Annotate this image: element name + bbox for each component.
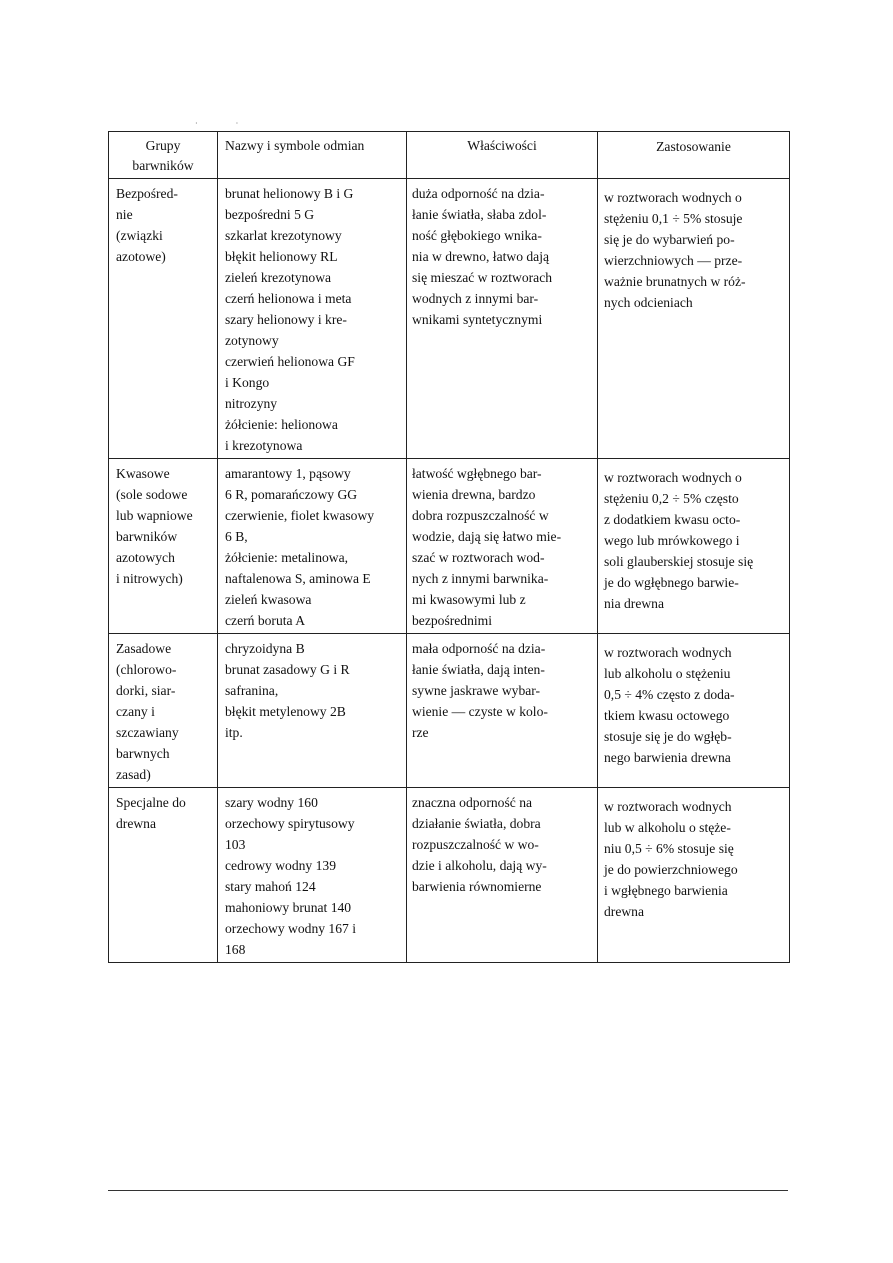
cell-usage xyxy=(598,179,790,459)
text-line: nych odcieniach xyxy=(604,295,693,310)
text-line: działanie światła, dobra xyxy=(412,816,541,831)
text-line: bezpośredni 5 G xyxy=(225,207,315,222)
text-line: i nitrowych) xyxy=(116,571,183,586)
header-line: Grupy xyxy=(145,138,181,153)
text-line: tkiem kwasu octowego xyxy=(604,708,730,723)
text-line: szary wodny 160 xyxy=(225,795,318,810)
text-line: się mieszać w roztworach xyxy=(412,270,553,285)
text-line: orzechowy spirytusowy xyxy=(225,816,355,831)
text-line: (sole sodowe xyxy=(116,487,188,502)
table-row xyxy=(109,634,790,788)
text-line: mała odporność na dzia- xyxy=(412,641,546,656)
text-line: nia w drewno, łatwo dają xyxy=(412,249,550,264)
header-names xyxy=(218,132,407,179)
cell-names xyxy=(218,459,407,634)
cell-usage xyxy=(598,788,790,963)
text-line: lub w alkoholu o stęże- xyxy=(604,820,731,835)
dye-groups-table xyxy=(108,131,790,963)
text-line: nego barwienia drewna xyxy=(604,750,731,765)
text-line: w roztworach wodnych xyxy=(604,799,732,814)
text-line: ważnie brunatnych w róż- xyxy=(604,274,746,289)
text-line: azotowe) xyxy=(116,249,166,264)
text-line: i wgłębnego barwienia xyxy=(604,883,728,898)
text-line: barwników xyxy=(116,529,178,544)
text-line: soli glauberskiej stosuje się xyxy=(604,554,754,569)
table-row xyxy=(109,179,790,459)
cell-usage xyxy=(598,634,790,788)
text-line: wodnych z innymi bar- xyxy=(412,291,539,306)
text-line: chryzoidyna B xyxy=(225,641,305,656)
header-groups xyxy=(109,132,218,179)
text-line: Bezpośred- xyxy=(116,186,178,201)
text-line: czerwienie, fiolet kwasowy xyxy=(225,508,375,523)
cell-group xyxy=(109,179,218,459)
text-line: 168 xyxy=(225,942,246,957)
text-line: znaczna odporność na xyxy=(412,795,533,810)
table-row xyxy=(109,788,790,963)
cell-names xyxy=(218,179,407,459)
text-line: zieleń kwasowa xyxy=(225,592,312,607)
text-line: szary helionowy i kre- xyxy=(225,312,347,327)
cell-properties xyxy=(407,788,598,963)
text-line: naftalenowa S, aminowa E xyxy=(225,571,371,586)
text-line: błękit metylenowy 2B xyxy=(225,704,346,719)
text-line: wodzie, dają się łatwo mie- xyxy=(412,529,562,544)
cell-group xyxy=(109,634,218,788)
cell-group xyxy=(109,459,218,634)
text-line: i Kongo xyxy=(225,375,270,390)
text-line: barwnych xyxy=(116,746,170,761)
text-line: Kwasowe xyxy=(116,466,170,481)
text-line: rze xyxy=(412,725,429,740)
text-line: żółcienie: metalinowa, xyxy=(225,550,349,565)
text-line: je do powierzchniowego xyxy=(604,862,738,877)
text-line: mahoniowy brunat 140 xyxy=(225,900,352,915)
text-line: czerń helionowa i meta xyxy=(225,291,352,306)
text-line: itp. xyxy=(225,725,243,740)
text-line: nitrozyny xyxy=(225,396,278,411)
header-line: Nazwy i symbole odmian xyxy=(225,138,365,153)
text-line: drewna xyxy=(116,816,157,831)
text-line: łanie światła, słaba zdol- xyxy=(412,207,547,222)
text-line: mi kwasowymi lub z xyxy=(412,592,526,607)
header-usage xyxy=(598,132,790,179)
cell-properties xyxy=(407,179,598,459)
text-line: stężeniu 0,1 ÷ 5% stosuje xyxy=(604,211,743,226)
text-line: nych z innymi barwnika- xyxy=(412,571,549,586)
text-line: dobra rozpuszczalność w xyxy=(412,508,549,523)
text-line: i krezotynowa xyxy=(225,438,303,453)
text-line: dzie i alkoholu, dają wy- xyxy=(412,858,547,873)
text-line: nie xyxy=(116,207,133,222)
text-line: sywne jaskrawe wybar- xyxy=(412,683,541,698)
text-line: wierzchniowych — prze- xyxy=(604,253,743,268)
cell-usage xyxy=(598,459,790,634)
text-line: 103 xyxy=(225,837,246,852)
text-line: czany i xyxy=(116,704,155,719)
header-line: Zastosowanie xyxy=(656,139,731,154)
text-line: brunat zasadowy G i R xyxy=(225,662,350,677)
text-line: Zasadowe xyxy=(116,641,172,656)
text-line: łatwość wgłębnego bar- xyxy=(412,466,542,481)
text-line: amarantowy 1, pąsowy xyxy=(225,466,351,481)
text-line: bezpośrednimi xyxy=(412,613,493,628)
table-header-row xyxy=(109,132,790,179)
text-line: żółcienie: helionowa xyxy=(225,417,338,432)
text-line: wienia drewna, bardzo xyxy=(412,487,536,502)
text-line: w roztworach wodnych xyxy=(604,645,732,660)
text-line: w roztworach wodnych o xyxy=(604,470,742,485)
text-line: z dodatkiem kwasu octo- xyxy=(604,512,741,527)
text-line: stary mahoń 124 xyxy=(225,879,316,894)
text-line: stosuje się je do wgłęb- xyxy=(604,729,732,744)
text-line: 6 R, pomarańczowy GG xyxy=(225,487,358,502)
text-line: niu 0,5 ÷ 6% stosuje się xyxy=(604,841,734,856)
cell-properties xyxy=(407,459,598,634)
text-line: nia drewna xyxy=(604,596,665,611)
text-line: się je do wybarwień po- xyxy=(604,232,735,247)
text-line: wnikami syntetycznymi xyxy=(412,312,543,327)
text-line: dorki, siar- xyxy=(116,683,176,698)
text-line: orzechowy wodny 167 i xyxy=(225,921,356,936)
text-line: czerń boruta A xyxy=(225,613,306,628)
text-line: (chlorowo- xyxy=(116,662,177,677)
header-properties xyxy=(407,132,598,179)
text-line: szać w roztworach wod- xyxy=(412,550,545,565)
text-line: ność głębokiego wnika- xyxy=(412,228,542,243)
text-line: zotynowy xyxy=(225,333,279,348)
text-line: Specjalne do xyxy=(116,795,186,810)
text-line: azotowych xyxy=(116,550,175,565)
cell-names xyxy=(218,788,407,963)
text-line: łanie światła, dają inten- xyxy=(412,662,545,677)
text-line: stężeniu 0,2 ÷ 5% często xyxy=(604,491,739,506)
text-line: lub alkoholu o stężeniu xyxy=(604,666,731,681)
text-line: (związki xyxy=(116,228,163,243)
text-line: je do wgłębnego barwie- xyxy=(604,575,739,590)
text-line: wego lub mrówkowego i xyxy=(604,533,740,548)
text-line: szkarlat krezotynowy xyxy=(225,228,342,243)
text-line: błękit helionowy RL xyxy=(225,249,338,264)
text-line: drewna xyxy=(604,904,645,919)
footer-rule xyxy=(108,1190,788,1191)
text-line: duża odporność na dzia- xyxy=(412,186,545,201)
text-line: wienie — czyste w kolo- xyxy=(412,704,548,719)
header-line: barwników xyxy=(132,158,194,173)
scan-specks: · · xyxy=(195,119,257,128)
text-line: rozpuszczalność w wo- xyxy=(412,837,539,852)
text-line: cedrowy wodny 139 xyxy=(225,858,336,873)
text-line: 6 B, xyxy=(225,529,248,544)
text-line: brunat helionowy B i G xyxy=(225,186,354,201)
text-line: zieleń krezotynowa xyxy=(225,270,332,285)
text-line: 0,5 ÷ 4% często z doda- xyxy=(604,687,735,702)
cell-properties xyxy=(407,634,598,788)
text-line: szczawiany xyxy=(116,725,179,740)
text-line: barwienia równomierne xyxy=(412,879,542,894)
text-line: lub wapniowe xyxy=(116,508,193,523)
cell-names xyxy=(218,634,407,788)
text-line: zasad) xyxy=(116,767,151,782)
text-line: safranina, xyxy=(225,683,279,698)
text-line: czerwień helionowa GF xyxy=(225,354,355,369)
table-row xyxy=(109,459,790,634)
text-line: w roztworach wodnych o xyxy=(604,190,742,205)
header-line: Właściwości xyxy=(467,138,537,153)
cell-group xyxy=(109,788,218,963)
